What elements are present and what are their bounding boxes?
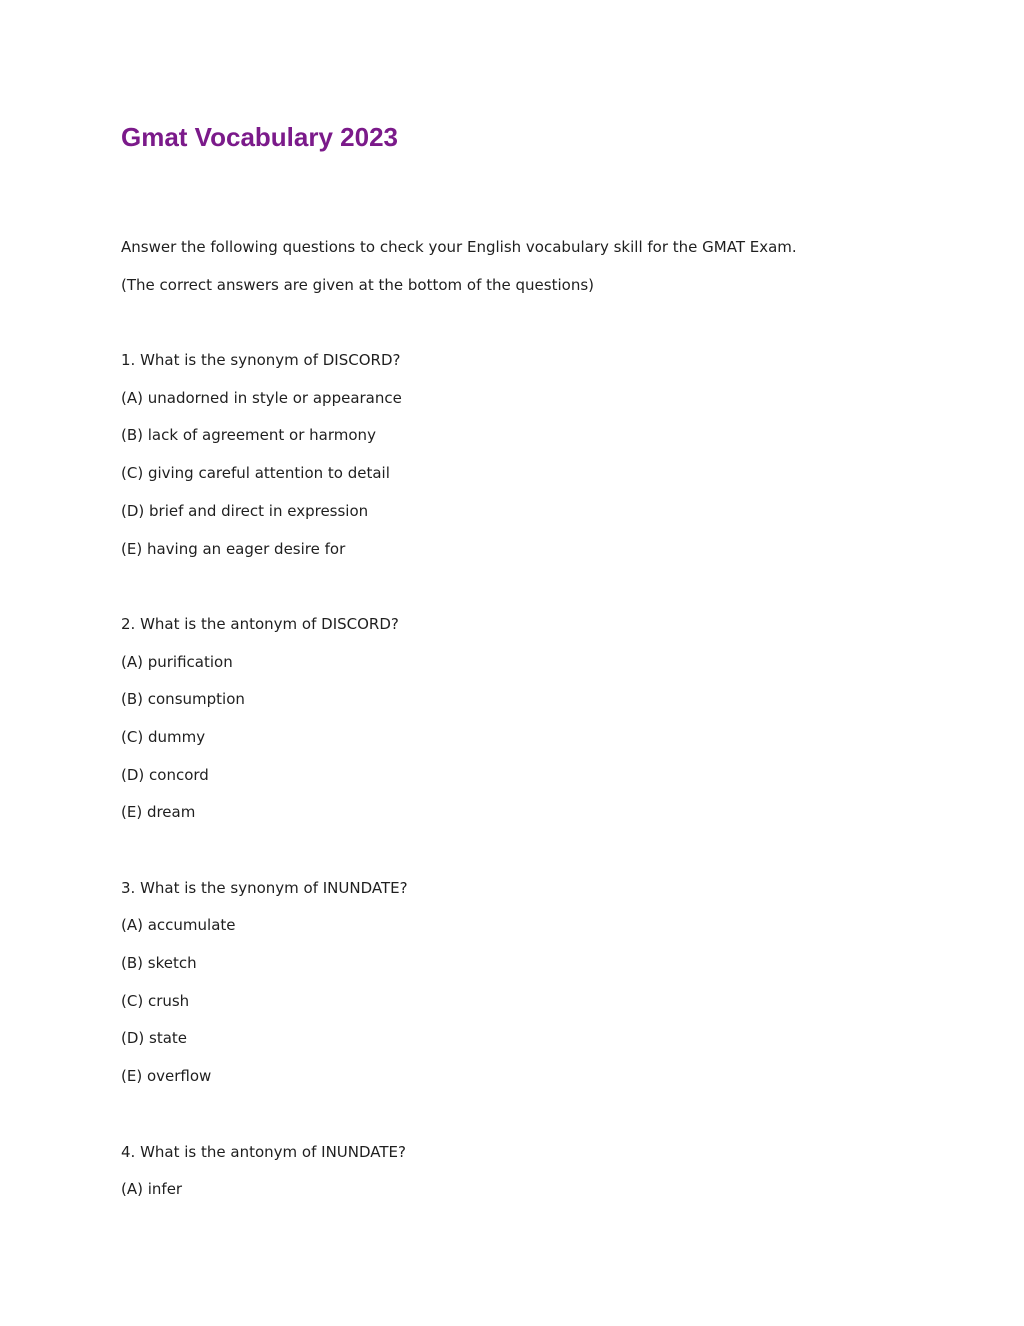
spacer	[121, 832, 901, 870]
answer-option: (A) accumulate	[121, 916, 236, 935]
answer-option: (B) lack of agreement or harmony	[121, 426, 376, 445]
answer-option: (A) infer	[121, 1180, 183, 1199]
answer-option: (C) dummy	[121, 727, 206, 746]
answer-option: (B) sketch	[121, 954, 197, 973]
answer-option: (D) brief and direct in expression	[121, 501, 369, 520]
answer-option: (E) having an eager desire for	[121, 539, 346, 558]
answer-option: (D) state	[121, 1029, 188, 1048]
answer-option: (C) crush	[121, 991, 190, 1010]
answer-option: (C) giving careful attention to detail	[121, 464, 390, 483]
intro-note: (The correct answers are given at the bottom of the questions)	[121, 275, 594, 294]
answer-option: (D) concord	[121, 765, 209, 784]
document-body	[121, 229, 901, 1209]
spacer	[121, 304, 901, 342]
question-1	[121, 342, 901, 568]
intro-line: Answer the following questions to check your English vocabulary skill for the GMAT Exam.	[121, 238, 797, 256]
question-prompt: 4. What is the antonym of INUNDATE?	[121, 1142, 406, 1161]
question-2	[121, 606, 901, 832]
question-3	[121, 870, 901, 1096]
answer-option: (E) overflow	[121, 1067, 212, 1086]
spacer	[121, 1096, 901, 1134]
spacer	[121, 568, 901, 606]
answer-option: (E) dream	[121, 803, 196, 822]
answer-option: (A) purification	[121, 652, 233, 671]
question-prompt: 1. What is the synonym of DISCORD?	[121, 351, 401, 370]
question-prompt: 3. What is the synonym of INUNDATE?	[121, 878, 408, 897]
answer-option: (B) consumption	[121, 690, 245, 709]
answer-option: (A) unadorned in style or appearance	[121, 388, 402, 407]
question-4	[121, 1134, 901, 1209]
question-prompt: 2. What is the antonym of DISCORD?	[121, 614, 399, 633]
page-title: Gmat Vocabulary 2023	[121, 122, 398, 152]
